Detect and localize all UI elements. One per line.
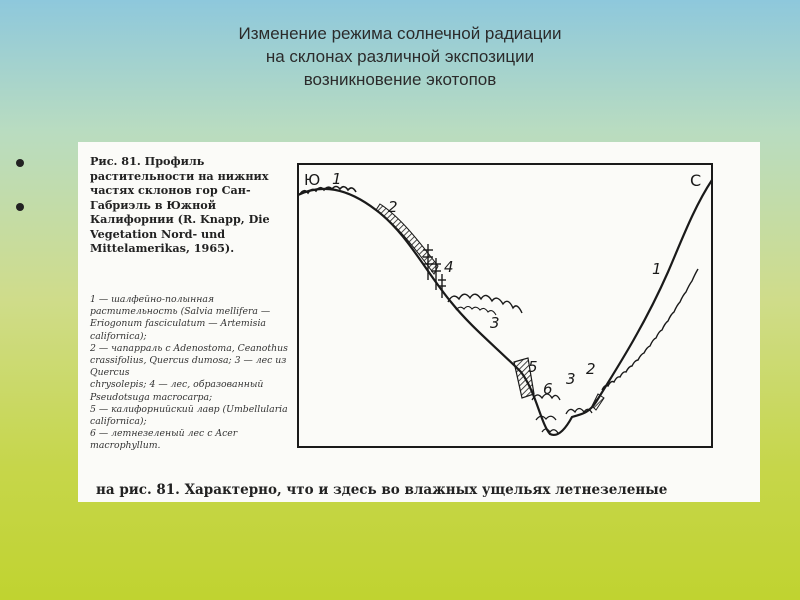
slide-title [150, 22, 650, 91]
label-zone-3-left: 3 [490, 314, 500, 332]
label-zone-6: 6 [543, 380, 553, 398]
figure-caption [90, 154, 296, 256]
caption-text: Рис. 81. Профиль растительности на нижних частях склонов гор Сан-Габриэль в Южной Калифорнии (R. Knapp, Die Vegetation Nord- und Mittelamerikas, 1965). [90, 154, 270, 255]
bullet-dot [16, 203, 24, 211]
label-north: С [690, 171, 702, 190]
label-zone-2-right: 2 [586, 360, 596, 378]
label-zone-3-right: 3 [566, 370, 576, 388]
legend-item: 6 — летнезеленый лес с Acer macrophyllum. [90, 428, 238, 452]
label-zone-1-right: 1 [652, 260, 662, 278]
figure-bottom-text: на рис. 81. Характерно, что и здесь во влажных ущельях летнезеленые [96, 482, 668, 498]
title-line-2: на склонах различной экспозиции [265, 47, 535, 66]
terrain-profile-line [298, 180, 712, 435]
label-zone-4: 4 [444, 258, 454, 276]
zone-2-right-chaparral [592, 394, 604, 410]
diagram-frame [298, 164, 712, 447]
title-line-1: Изменение режима солнечной радиации [238, 24, 562, 43]
label-zone-5: 5 [528, 358, 538, 376]
figure-legend [90, 294, 296, 453]
bullet-dot [16, 159, 24, 167]
legend-item: 1 — шалфейно-полынная растительность (Salvia mellifera — Eriogonum fasciculatum — Artemisia californica); [90, 294, 271, 342]
legend-item: 2 — чапарраль с Adenostoma, Ceanothus crassifolius, Quercus dumosa; 3 — лес из Quercus [90, 342, 288, 379]
label-zone-2-left: 2 [388, 198, 398, 216]
legend-item: 5 — калифорнийский лавр (Umbellularia californica); [90, 403, 288, 428]
label-zone-1-left: 1 [332, 170, 342, 188]
title-line-3: возникновение экотопов [303, 70, 497, 89]
scanned-figure [78, 142, 760, 502]
zone-1-right-vegetation [602, 269, 698, 390]
label-south: Ю [304, 171, 321, 189]
vegetation-profile-diagram [296, 162, 716, 452]
legend-item: chrysolepis; 4 — лес, образованный Pseudotsuga macrocarpa; [90, 379, 264, 403]
